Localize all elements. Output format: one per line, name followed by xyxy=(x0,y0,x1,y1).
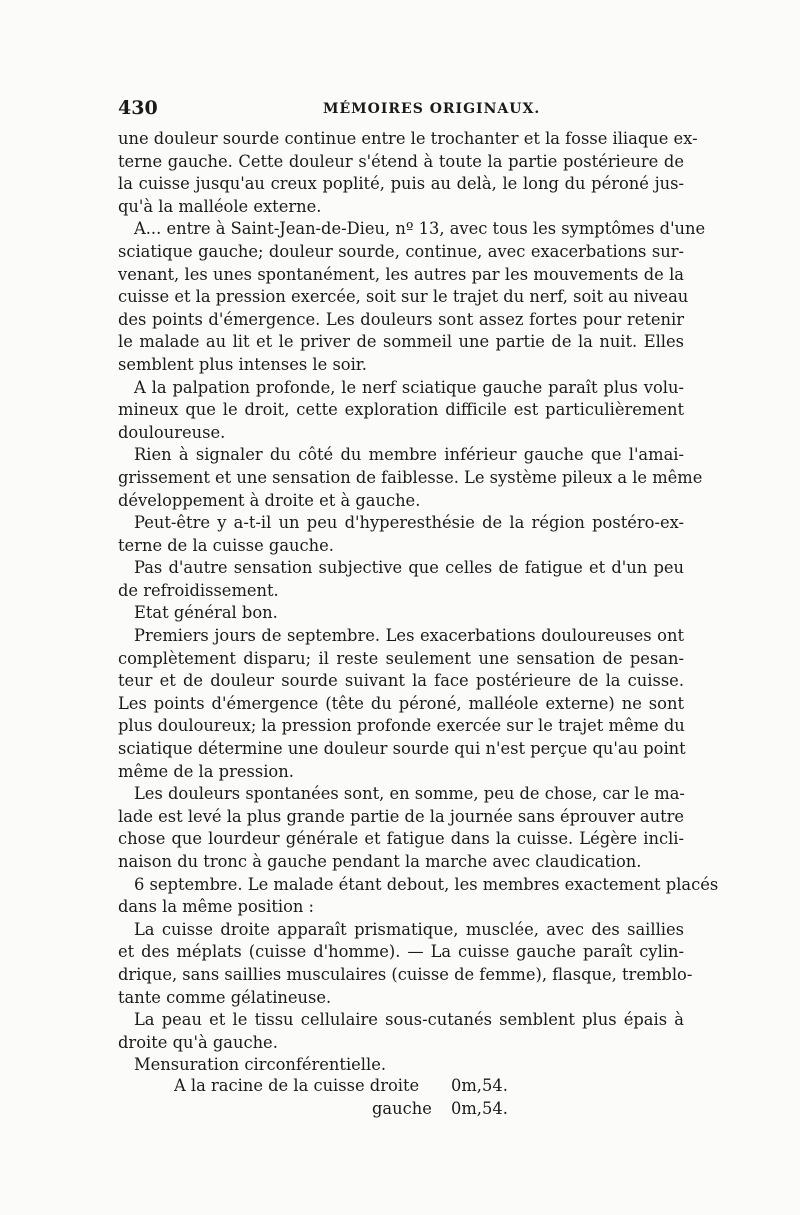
text-line: 6 septembre. Le malade étant debout, les membres exactement placés xyxy=(134,874,719,894)
text-line: sciatique gauche; douleur sourde, continue, avec exacerbations sur- xyxy=(118,241,684,261)
text-line: dans la même position : xyxy=(118,897,315,917)
text-line: de refroidissement. xyxy=(118,580,279,600)
measurement-row xyxy=(118,1097,684,1121)
text-line: cuisse et la pression exercée, soit sur le trajet du nerf, soit au niveau xyxy=(118,287,689,307)
text-line: Les douleurs spontanées sont, en somme, peu de chose, car le ma- xyxy=(134,784,685,804)
text-line: une douleur sourde continue entre le trochanter et la fosse iliaque ex- xyxy=(118,129,698,148)
text-line: plus douloureux; la pression profonde exercée sur le trajet même du xyxy=(118,716,685,736)
text-line: A... entre à Saint-Jean-de-Dieu, nº 13, avec tous les symptômes d'une xyxy=(134,219,706,239)
text-line: sciatique détermine une douleur sourde qui n'est perçue qu'au point xyxy=(118,739,686,759)
text-line: venant, les unes spontanément, les autres par les mouvements de la xyxy=(118,264,684,284)
text-line: lade est levé la plus grande partie de la journée sans éprouver autre xyxy=(118,806,685,826)
text-line: Etat général bon. xyxy=(134,603,278,623)
measurement-value: 0m,54. xyxy=(451,1099,508,1118)
text-line: droite qu'à gauche. xyxy=(118,1032,278,1052)
text-line: terne gauche. Cette douleur s'étend à toute la partie postérieure de xyxy=(118,151,684,171)
measurement-label: gauche xyxy=(372,1099,432,1118)
text-line: chose que lourdeur générale et fatigue dans la cuisse. Légère incli- xyxy=(118,829,684,849)
text-line: qu'à la malléole externe. xyxy=(118,196,322,216)
text-line: complètement disparu; il reste seulement une sensation de pesan- xyxy=(118,648,684,668)
text-line: la cuisse jusqu'au creux poplité, puis au delà, le long du péroné jus- xyxy=(118,174,684,194)
text-line: A la palpation profonde, le nerf sciatique gauche paraît plus volu- xyxy=(134,377,684,397)
text-line: semblent plus intenses le soir. xyxy=(118,354,367,374)
text-line: des points d'émergence. Les douleurs sont assez fortes pour retenir xyxy=(118,309,684,329)
text-line: douloureuse. xyxy=(118,422,226,442)
text-line: même de la pression. xyxy=(118,761,294,781)
text-line: Peut-être y a-t-il un peu d'hyperesthésie de la région postéro-ex- xyxy=(134,513,684,533)
text-line: Mensuration circonférentielle. xyxy=(134,1055,387,1075)
text-line: grissement et une sensation de faiblesse. Le système pileux a le même xyxy=(118,467,703,487)
text-line: Rien à signaler du côté du membre inférieur gauche que l'amai- xyxy=(134,445,684,465)
text-line: et des méplats (cuisse d'homme). — La cuisse gauche paraît cylin- xyxy=(118,942,684,962)
text-line: La peau et le tissu cellulaire sous-cutanés semblent plus épais à xyxy=(134,1010,684,1030)
text-line: drique, sans saillies musculaires (cuisse de femme), flasque, tremblo- xyxy=(118,964,693,984)
text-line: développement à droite et à gauche. xyxy=(118,490,421,510)
measurement-value: 0m,54. xyxy=(451,1076,508,1095)
text-line: Premiers jours de septembre. Les exacerbations douloureuses ont xyxy=(134,626,684,646)
body-text xyxy=(118,128,719,1118)
measurement-label: A la racine de la cuisse droite xyxy=(174,1076,420,1095)
text-line: mineux que le droit, cette exploration difficile est particulièrement xyxy=(118,400,684,420)
text-line: le malade au lit et le priver de sommeil une partie de la nuit. Elles xyxy=(118,332,684,352)
page-header xyxy=(118,97,684,123)
text-line: Les points d'émergence (tête du péroné, malléole externe) ne sont xyxy=(118,693,684,713)
page-number: 430 xyxy=(118,97,158,119)
text-line: naison du tronc à gauche pendant la marche avec claudication. xyxy=(118,852,642,871)
running-title: MÉMOIRES ORIGINAUX. xyxy=(323,101,541,117)
text-line: Pas d'autre sensation subjective que celles de fatigue et d'un peu xyxy=(134,558,684,578)
text-line: La cuisse droite apparaît prismatique, musclée, avec des saillies xyxy=(134,919,684,939)
text-line: teur et de douleur sourde suivant la face postérieure de la cuisse. xyxy=(118,671,684,691)
text-line: tante comme gélatineuse. xyxy=(118,987,332,1007)
measurement-row xyxy=(118,1074,684,1098)
text-line: terne de la cuisse gauche. xyxy=(118,535,334,555)
